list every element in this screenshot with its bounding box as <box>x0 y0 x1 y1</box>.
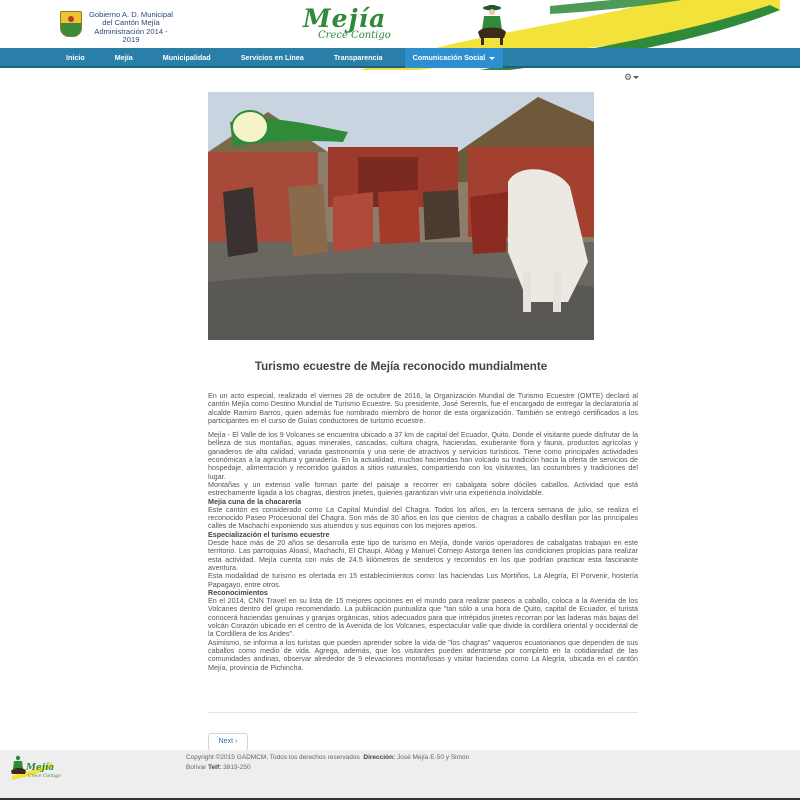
nav-item-mejia[interactable]: Mejía <box>114 53 133 62</box>
footer-logo-tagline: Crece Contigo <box>28 774 61 779</box>
horse-rider-icon <box>472 2 512 46</box>
nav-item-transparencia[interactable]: Transparencia <box>333 53 383 62</box>
article-paragraph: En el 2014, CNN Travel en su lista de 15 mejores opciones en el mundo para realizar paseos a caballo, coloca a la Avenida de los Volcanes dentro del grupo recomendado. La publicación puntualiza que "tan sólo a una hora de Quito, capital de Ecuador, el turista conocerá haciendas genuinas y granjas orgánicas, sitios adecuados para que intrépidos jinetes recorran por las laderas más bajas del volcán Corazón ubicado en el centro de la Avenida de los Volcanes, espectacular valle que divide la cordillera oriental y occidental de la Cordillera de los Andes". <box>208 596 638 639</box>
nav-item-inicio[interactable]: Inicio <box>66 53 85 62</box>
article-subheading: Especialización el turismo ecuestre <box>208 529 330 539</box>
gov-line-1: Gobierno A. D. Municipal <box>89 10 173 19</box>
article-paragraph: Esta modalidad de turismo es ofertada en 15 establecimientos como: las haciendas Los Mortiños, La Alegría, El Porvenir, hostería Papagayo, entre otros. <box>208 571 638 589</box>
brand-tagline: Crece Contigo <box>318 30 391 41</box>
article-paragraph: Asimismo, se informa a los turistas que pueden aprender sobre la vida de "los chagras" vaqueros ecuatorianos que dependen de sus caballos como medio de vida. Agrega, además, que los visitantes pueden adentrarse por completo en la cotidianidad de las comunidades andinas, observar alrededor de 9 elevaciones montañosas y visitar haciendas como La Alegría, ubicada en el cantón Mejía, provincia de Pichincha. <box>208 637 638 672</box>
chevron-down-icon <box>489 57 495 60</box>
footer-logo[interactable] <box>8 750 61 782</box>
article-paragraph: Este cantón es considerado como La Capital Mundial del Chagra. Todos los años, en la tercera semana de julio, se realiza el reconocido Paseo Procesional del Chagra. Son más de 30 años en los que cientos de chagras a caballo desfilan por las principales calles de Machachi exponiendo sus atuendos y sus equinos con los mejores aperos. <box>208 504 638 531</box>
nav-item-comunicacion[interactable] <box>405 48 504 68</box>
footer-address-label: Dirección: <box>363 754 396 761</box>
article-subheading: Reconocimientos <box>208 587 268 597</box>
nav-item-comunicacion-label: Comunicación Social <box>412 53 486 62</box>
nav-item-servicios[interactable]: Servicios en Línea <box>240 53 304 62</box>
article-title: Turismo ecuestre de Mejía reconocido mundialmente <box>254 360 548 373</box>
footer-copyright: Copyright ©2015 GADMCM. Todos los derechos reservados <box>186 754 360 761</box>
next-button[interactable] <box>208 733 248 751</box>
gov-line-2: del Cantón Mejía <box>102 18 160 28</box>
article-paragraph: Montañas y un extenso valle forman parte del paisaje a recorrer en cabalgata sobre dóciles caballos. Actividad que está estrechamente ligada a los chagras, diestros jinetes, quienes garantizan vivir una experiencia inolvidable. <box>208 479 638 498</box>
footer-logo-text: Mejía <box>26 763 55 773</box>
article-paragraph: En un acto especial, realizado el viernes 28 de octubre de 2016, la Organización Mundial de Turismo Ecuestre (OMTE) declaró al cantón Mejía como Destino Mundial de Turismo Ecuestre. Su presidente, José Sererols, fue el encargado de entregar la declaratoria al alcalde Ramiro Barros, quien además fue nombrado miembro de honor de esta organización. También se entregó certificados a los participantes en el curso de Guías conductores de turismo ecuestre. <box>208 391 638 425</box>
article-paragraph: Mejía - El Valle de los 9 Volcanes se encuentra ubicado a 37 km de capital del Ecuador, Quito. Donde el visitante puede disfrutar de la belleza de sus montañas, aguas minerales, cascadas, cultura chagra, haciendas, exuberante flora y fauna, productos agrícolas y ganaderos de alta calidad, variada gastronomía y una serie de atractivos y servicios turísticos. Tiene como principales actividades económicas a la agricultura y ganadería. En la actualidad, muchas haciendas han volcado su tradición hacia la oferta de servicios de hospedaje, alimentación y recorridos guiados a sitios naturales, compartiendo con los visitantes, las costumbres y tradiciones del lugar. <box>208 430 638 481</box>
nav-item-municipalidad[interactable]: Municipalidad <box>162 53 211 62</box>
chevron-right-icon: › <box>235 738 238 745</box>
content-divider <box>208 712 638 713</box>
site-header <box>0 0 800 48</box>
article-paragraph: Desde hace más de 20 años se desarrolla este tipo de turismo en Mejía, donde varios operadores de cabalgatas trabajan en este territorio. Las parroquias Aloasí, Machachi, El Chaupi, Alóag y Manuel Cornejo Astorga tienen las condiciones propicias para realizar esta actividad. Mejía cuenta con más de 24.5 kilómetros de senderos y recorridos en los que podrían practicar esta fascinante aventura. <box>208 538 638 572</box>
chevron-down-icon <box>633 76 639 79</box>
gov-line-3: Administración 2014 - 2019 <box>94 26 168 45</box>
article-subheading: Mejía cuna de la chacarería <box>208 496 302 506</box>
footer-address: José Mejía E-50 y Simón Bolívar <box>186 754 470 771</box>
footer-text <box>186 753 476 773</box>
brand-name[interactable]: Mejía <box>303 4 387 33</box>
main-navbar <box>0 48 800 68</box>
settings-menu[interactable] <box>624 72 639 83</box>
article-photo <box>208 92 594 340</box>
nav-list <box>58 48 517 68</box>
footer-phone: 3819-250 <box>223 764 251 771</box>
municipal-seal-icon[interactable] <box>60 11 82 37</box>
government-name[interactable] <box>86 11 176 45</box>
gear-icon: ⚙ <box>624 72 633 82</box>
site-footer <box>0 750 800 798</box>
next-label: Next <box>218 738 234 745</box>
article-body <box>208 392 638 672</box>
footer-phone-label: Telf: <box>208 764 222 771</box>
